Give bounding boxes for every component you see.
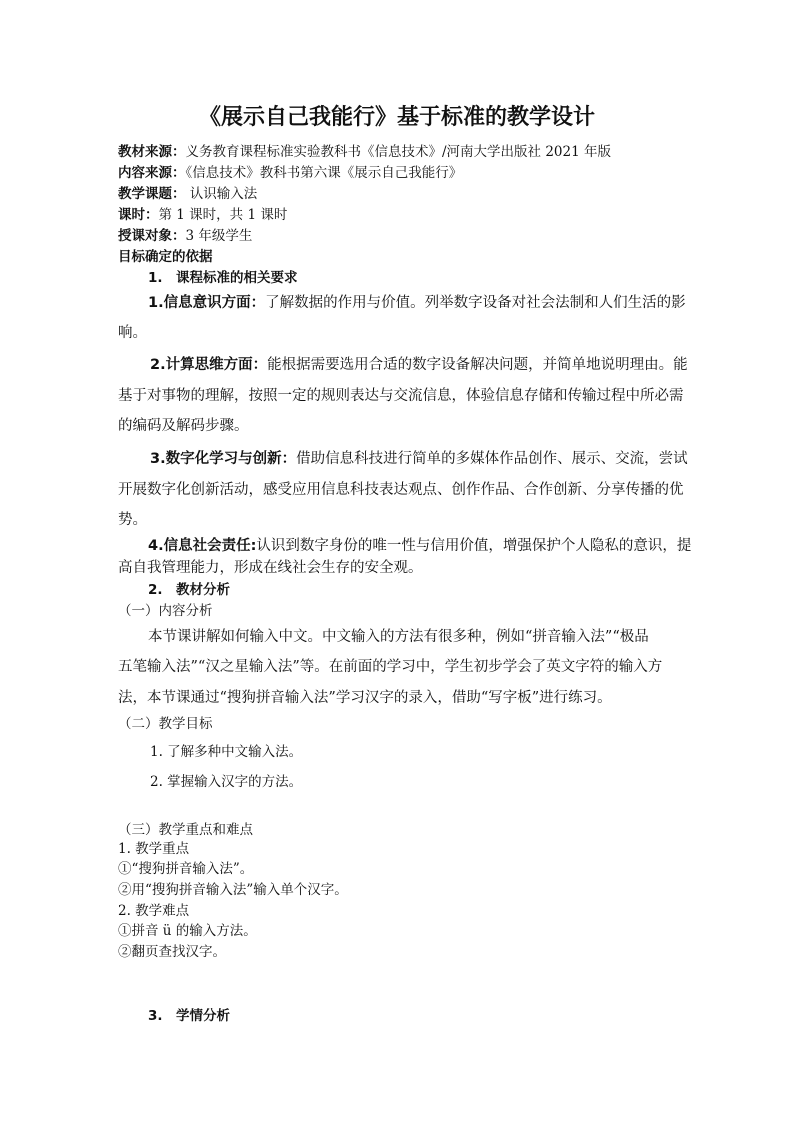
analysis-para-line-1: 本节课讲解如何输入中文。中文输入的方法有很多种，例如“拼音输入法”“极品 bbox=[148, 629, 649, 645]
standard-item-2 bbox=[150, 353, 688, 374]
key-point-1: ①“搜狗拼音输入法”。 bbox=[118, 861, 254, 877]
audience-label: 授课对象： bbox=[118, 228, 186, 244]
hours-value: 第 1 课时，共 1 课时 bbox=[158, 207, 288, 223]
item4-label: 4.信息社会责任: bbox=[148, 538, 257, 554]
analysis-para-line-2: 五笔输入法”“汉之星输入法”等。在前面的学习中，学生初步学会了英文字符的输入方 bbox=[118, 659, 663, 675]
item2-text: 能根据需要选用合适的数字设备解决问题，并简单地说明理由。能 bbox=[267, 357, 688, 373]
hours-label: 课时： bbox=[118, 207, 159, 223]
item1-label: 1.信息意识方面： bbox=[148, 295, 266, 311]
item2-continuation-2: 的编码及解码步骤。 bbox=[118, 418, 249, 434]
item3-label: 3.数字化学习与创新： bbox=[150, 451, 297, 467]
meta-topic bbox=[118, 182, 257, 202]
difficult-points-heading: 2. 教学难点 bbox=[118, 903, 190, 919]
item2-continuation-1: 基于对事物的理解，按照一定的规则表达与交流信息，体验信息存储和传输过程中所必需 bbox=[118, 388, 684, 404]
section3-heading: 3. 学情分析 bbox=[148, 1008, 231, 1024]
item2-label: 2.计算思维方面： bbox=[150, 357, 268, 373]
item3-continuation-2: 势。 bbox=[118, 512, 147, 528]
standard-item-4 bbox=[148, 534, 691, 555]
item4-continuation: 高自我管理能力，形成在线社会生存的安全观。 bbox=[118, 560, 423, 576]
content-value: 《信息技术》教科书第六课《展示自己我能行》 bbox=[185, 165, 463, 181]
content-label: 内容来源： bbox=[118, 165, 186, 181]
item1-continuation: 响。 bbox=[118, 325, 147, 341]
standard-item-1 bbox=[148, 291, 686, 312]
audience-value: 3 年级学生 bbox=[185, 228, 253, 244]
goal-2: 2. 掌握输入汉字的方法。 bbox=[150, 774, 303, 790]
basis-heading: 目标确定的依据 bbox=[118, 249, 213, 265]
document-title: 《展示自己我能行》基于标准的教学设计 bbox=[198, 105, 595, 130]
topic-value: 认识输入法 bbox=[189, 186, 258, 202]
meta-hours bbox=[118, 203, 287, 223]
item1-text: 了解数据的作用与价值。列举数字设备对社会法制和人们生活的影 bbox=[265, 295, 686, 311]
key-points-heading: 1. 教学重点 bbox=[118, 841, 190, 857]
difficult-point-1: ①拼音 ü 的输入方法。 bbox=[118, 923, 257, 939]
section1-heading: 1. 课程标准的相关要求 bbox=[148, 270, 298, 286]
meta-content bbox=[118, 161, 462, 181]
key-point-2: ②用“搜狗拼音输入法”输入单个汉字。 bbox=[118, 882, 348, 898]
meta-audience bbox=[118, 224, 252, 244]
difficult-point-2: ②翻页查找汉字。 bbox=[118, 944, 226, 960]
source-value: 义务教育课程标准实验教科书《信息技术》/河南大学出版社 2021 年版 bbox=[185, 144, 611, 160]
item3-continuation-1: 开展数字化创新活动，感受应用信息科技表达观点、创作作品、合作创新、分享传播的优 bbox=[118, 482, 684, 498]
item4-text: 认识到数字身份的唯一性与信用价值，增强保护个人隐私的意识，提 bbox=[256, 538, 692, 554]
goal-1: 1. 了解多种中文输入法。 bbox=[150, 744, 303, 760]
subsection-teaching-goals: （二）教学目标 bbox=[118, 716, 213, 732]
subsection-key-difficult: （三）教学重点和难点 bbox=[118, 822, 253, 838]
source-label: 教材来源： bbox=[118, 144, 186, 160]
subsection-content-analysis: （一）内容分析 bbox=[118, 603, 213, 619]
analysis-para-line-3: 法，本节课通过“搜狗拼音输入法”学习汉字的录入，借助“写字板”进行练习。 bbox=[118, 690, 612, 706]
meta-source bbox=[118, 140, 611, 160]
topic-label: 教学课题： bbox=[118, 186, 186, 202]
standard-item-3 bbox=[150, 447, 688, 468]
section2-heading: 2. 教材分析 bbox=[148, 582, 231, 598]
item3-text: 借助信息科技进行简单的多媒体作品创作、展示、交流，尝试 bbox=[296, 451, 688, 467]
